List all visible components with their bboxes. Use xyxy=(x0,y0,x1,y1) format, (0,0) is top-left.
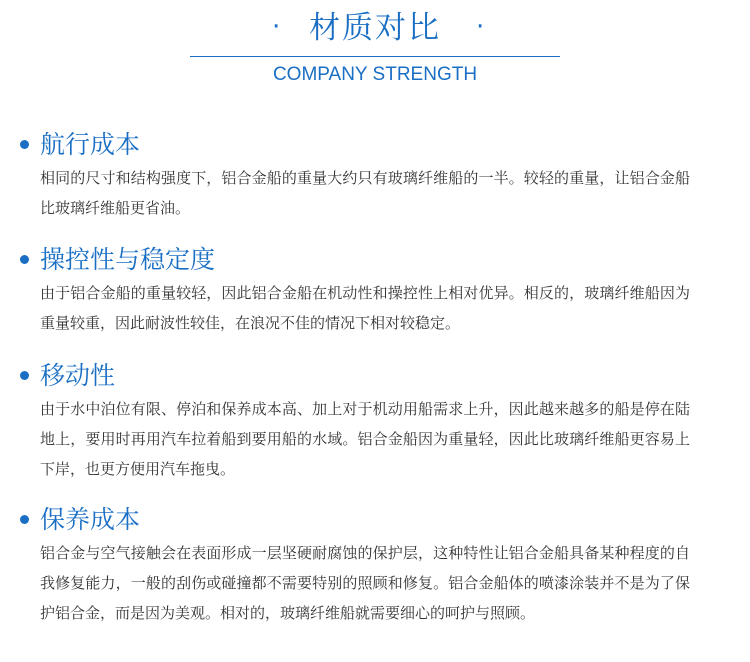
section-maintenance-cost xyxy=(0,502,750,628)
title-row xyxy=(0,6,750,50)
section-title: 操控性与稳定度 xyxy=(40,245,216,274)
bullet-dot-icon xyxy=(20,140,29,149)
section-heading xyxy=(0,502,750,538)
section-heading xyxy=(0,358,750,394)
page-header xyxy=(0,0,750,100)
section-body: 铝合金与空气接触会在表面形成一层坚硬耐腐蚀的保护层，这种特性让铝合金船具备某种程度的自我修复能力，一般的刮伤或碰撞都不需要特别的照顾和修复。铝合金船体的喷漆涂装并不是为了保护铝合金，而是因为美观。相对的，玻璃纤维船就需要细心的呵护与照顾。 xyxy=(40,544,690,622)
section-title: 保养成本 xyxy=(40,505,141,534)
section-heading xyxy=(0,242,750,278)
page-subtitle: COMPANY STRENGTH xyxy=(272,64,478,85)
section-mobility xyxy=(0,358,750,484)
section-heading xyxy=(0,127,750,163)
section-sailing-cost xyxy=(0,127,750,223)
section-title: 移动性 xyxy=(40,361,116,390)
page-title: 材质对比 xyxy=(309,10,441,46)
bullet-dot-icon xyxy=(20,515,29,524)
section-title: 航行成本 xyxy=(40,130,141,159)
title-dot-right-icon: · xyxy=(476,12,485,42)
title-dot-left-icon: · xyxy=(272,12,281,42)
section-body: 由于铝合金船的重量较轻，因此铝合金船在机动性和操控性上相对优异。相反的，玻璃纤维船因为重量较重，因此耐波性较佳，在浪况不佳的情况下相对较稳定。 xyxy=(40,284,690,332)
bullet-dot-icon xyxy=(20,371,29,380)
section-handling-stability xyxy=(0,242,750,338)
title-divider xyxy=(190,56,560,57)
section-body: 相同的尺寸和结构强度下，铝合金船的重量大约只有玻璃纤维船的一半。较轻的重量，让铝合金船比玻璃纤维船更省油。 xyxy=(40,169,690,217)
section-body: 由于水中泊位有限、停泊和保养成本高、加上对于机动用船需求上升，因此越来越多的船是停在陆地上，要用时再用汽车拉着船到要用船的水域。铝合金船因为重量轻，因此比玻璃纤维船更容易上下岸，也更方便用汽车拖曳。 xyxy=(40,400,690,478)
bullet-dot-icon xyxy=(20,255,29,264)
